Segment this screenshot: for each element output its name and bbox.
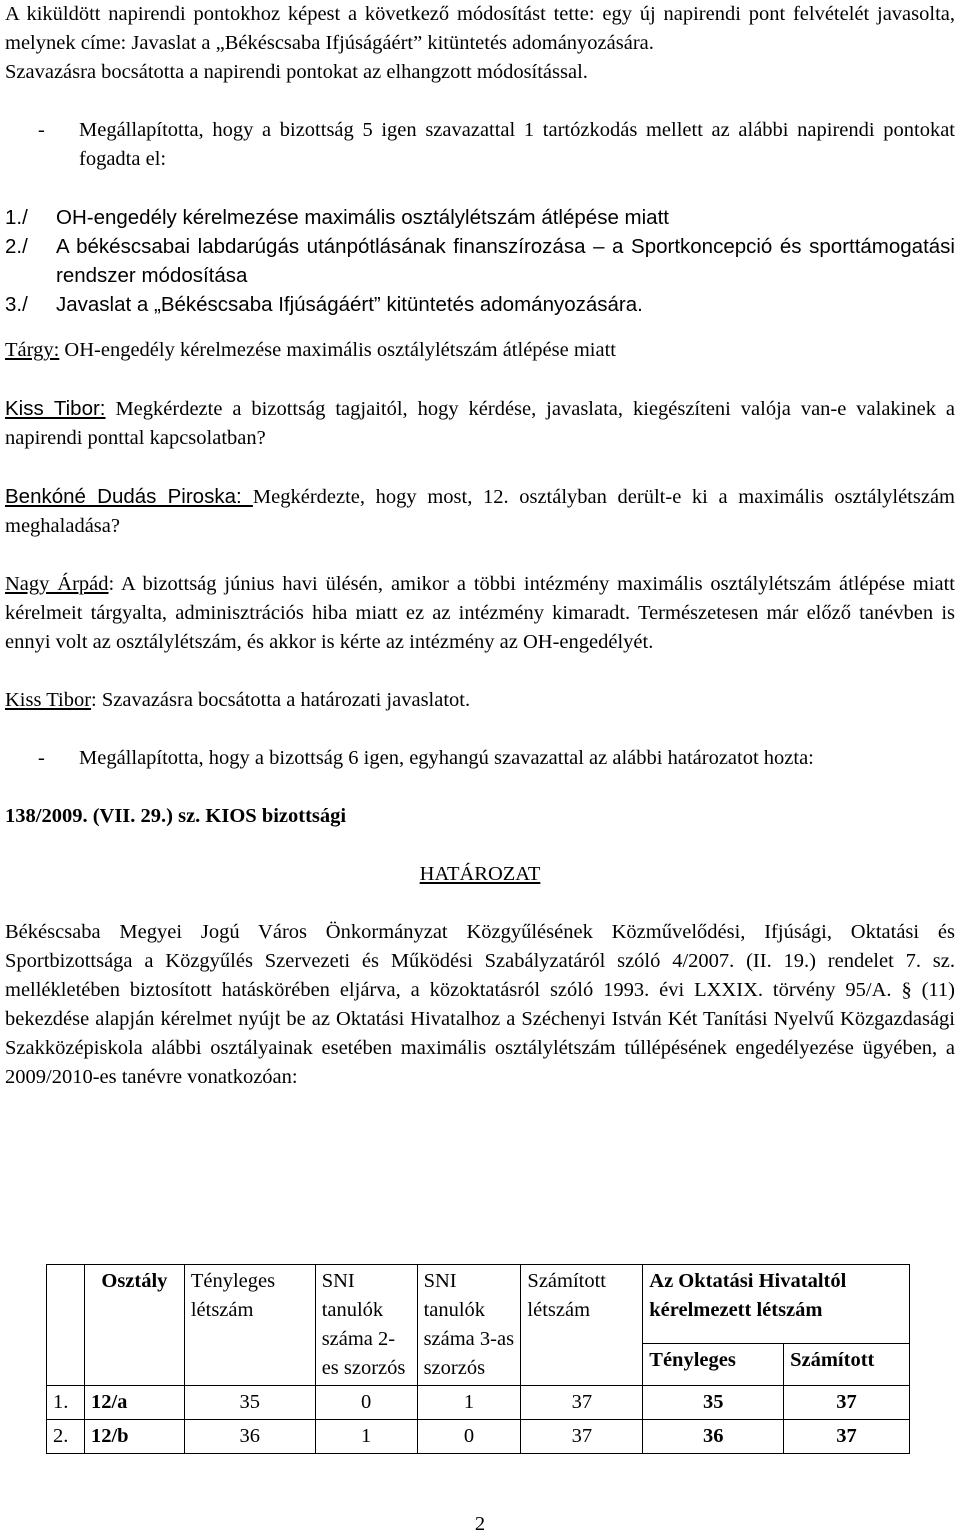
speaker-name: Kiss Tibor: bbox=[5, 397, 106, 420]
speaker-name: Benkóné Dudás Piroska: bbox=[5, 485, 253, 508]
header-actual: Tényleges létszám bbox=[184, 1265, 315, 1386]
row-class: 12/a bbox=[84, 1386, 184, 1420]
row-req-computed: 37 bbox=[784, 1420, 910, 1454]
document-page bbox=[5, 0, 955, 1092]
table-row bbox=[47, 1386, 910, 1420]
row-sni2: 1 bbox=[315, 1420, 417, 1454]
subject-line bbox=[5, 336, 955, 365]
speech-paragraph bbox=[5, 482, 955, 541]
finding-2-text: Megállapította, hogy a bizottság 6 igen, egyhangú szavazattal az alábbi határozatot hozta: bbox=[79, 747, 814, 769]
header-req-actual: Tényleges bbox=[643, 1343, 784, 1385]
agenda-text: Javaslat a „Békéscsaba Ifjúságáért” kitüntetés adományozására. bbox=[56, 293, 643, 316]
resolution-id: 138/2009. (VII. 29.) sz. KIOS bizottsági bbox=[5, 805, 347, 827]
resolution-body: Békéscsaba Megyei Jogú Város Önkormányzat Közgyűlésének Közművelődési, Ifjúsági, Oktatási és Sportbizottsága a Közgyűlés Szervezeti és Működési Szabályzatáról szóló 4/2007. (II. 19.) rendelet 7. sz. mellékletében biztosított hatáskörében eljárva, a közoktatásról szóló 1993. évi LXXIX. törvény 95/A. § (11) bekezdése alapján kérelmet nyújt be az Oktatási Hivatalhoz a Széchenyi István Két Tanítási Nyelvű Közgazdasági Szakközépiskola alábbi osztályainak esetében maximális osztálylétszám túllépésének engedélyezése ügyében, a 2009/2010-es tanévre vonatkozóan: bbox=[5, 921, 955, 1088]
header-requested: Az Oktatási Hivataltól kérelmezett létszám bbox=[643, 1265, 910, 1344]
row-req-actual: 35 bbox=[643, 1386, 784, 1420]
header-sni2: SNI tanulók száma 2-es szorzós bbox=[315, 1265, 417, 1386]
agenda-item bbox=[5, 203, 955, 232]
row-req-actual: 36 bbox=[643, 1420, 784, 1454]
row-req-computed: 37 bbox=[784, 1386, 910, 1420]
speaker-name: Nagy Árpád bbox=[5, 573, 109, 595]
table-cell bbox=[47, 1265, 85, 1386]
table-row bbox=[47, 1420, 910, 1454]
agenda-item bbox=[5, 290, 955, 319]
agenda-number: 2./ bbox=[5, 235, 28, 258]
header-req-computed: Számított bbox=[784, 1343, 910, 1385]
header-class: Osztály bbox=[84, 1265, 184, 1386]
dash-marker: - bbox=[38, 119, 45, 141]
speech-text: : A bizottság június havi ülésén, amikor a többi intézmény maximális osztálylétszám átlépése miatt kérelmeit tárgyalta, adminisztrációs hiba miatt ez az intézmény kimaradt. Természetesen már előző tanévben is ennyi volt az osztálylétszám, és akkor is kérte az intézmény az OH-engedélyét. bbox=[5, 573, 955, 653]
row-number: 1. bbox=[47, 1386, 85, 1420]
table-header-row bbox=[47, 1265, 910, 1344]
resolution-title-text: HATÁROZAT bbox=[419, 863, 541, 885]
row-computed: 37 bbox=[521, 1386, 643, 1420]
intro-vote-line: Szavazásra bocsátotta a napirendi pontokat az elhangzott módosítással. bbox=[5, 61, 588, 83]
class-size-table bbox=[46, 1264, 910, 1454]
agenda-number: 1./ bbox=[5, 206, 28, 229]
agenda-text: OH-engedély kérelmezése maximális osztálylétszám átlépése miatt bbox=[56, 206, 669, 229]
row-actual: 35 bbox=[184, 1386, 315, 1420]
finding-2 bbox=[5, 744, 955, 773]
speech-text: Megkérdezte a bizottság tagjaitól, hogy kérdése, javaslata, kiegészíteni valója van-e valakinek a napirendi ponttal kapcsolatban? bbox=[5, 398, 955, 449]
agenda-number: 3./ bbox=[5, 293, 28, 316]
header-sni3: SNI tanulók száma 3-as szorzós bbox=[417, 1265, 521, 1386]
dash-marker: - bbox=[38, 747, 45, 769]
agenda-list bbox=[5, 203, 955, 319]
agenda-item bbox=[5, 232, 955, 290]
page-number: 2 bbox=[474, 1513, 486, 1535]
resolution-title bbox=[5, 860, 955, 889]
row-number: 2. bbox=[47, 1420, 85, 1454]
speech-text: Megkérdezte, hogy most, 12. osztályban derült-e ki a maximális osztálylétszám meghaladása? bbox=[5, 486, 956, 537]
finding-1 bbox=[5, 116, 955, 174]
speech-paragraph bbox=[5, 570, 955, 657]
header-computed: Számított létszám bbox=[521, 1265, 643, 1386]
row-class: 12/b bbox=[84, 1420, 184, 1454]
subject-text: OH-engedély kérelmezése maximális osztálylétszám átlépése miatt bbox=[59, 339, 616, 361]
agenda-text: A békéscsabai labdarúgás utánpótlásának finanszírozása – a Sportkoncepció és sporttámogatási rendszer módosítása bbox=[56, 235, 955, 287]
finding-1-text: Megállapította, hogy a bizottság 5 igen szavazattal 1 tartózkodás mellett az alábbi napirendi pontokat fogadta el: bbox=[79, 119, 955, 170]
speech-paragraph bbox=[5, 686, 955, 715]
row-computed: 37 bbox=[521, 1420, 643, 1454]
row-actual: 36 bbox=[184, 1420, 315, 1454]
speech-paragraph bbox=[5, 394, 955, 453]
intro-paragraph: A kiküldött napirendi pontokhoz képest a következő módosítást tette: egy új napirendi pont felvételét javasolta, melynek címe: Javaslat a „Békéscsaba Ifjúságáért” kitüntetés adományozására. bbox=[5, 3, 955, 54]
speech-text: : Szavazásra bocsátotta a határozati javaslatot. bbox=[91, 689, 471, 711]
speaker-name: Kiss Tibor bbox=[5, 689, 92, 711]
row-sni2: 0 bbox=[315, 1386, 417, 1420]
subject-label: Tárgy: bbox=[5, 339, 60, 361]
row-sni3: 0 bbox=[417, 1420, 521, 1454]
row-sni3: 1 bbox=[417, 1386, 521, 1420]
